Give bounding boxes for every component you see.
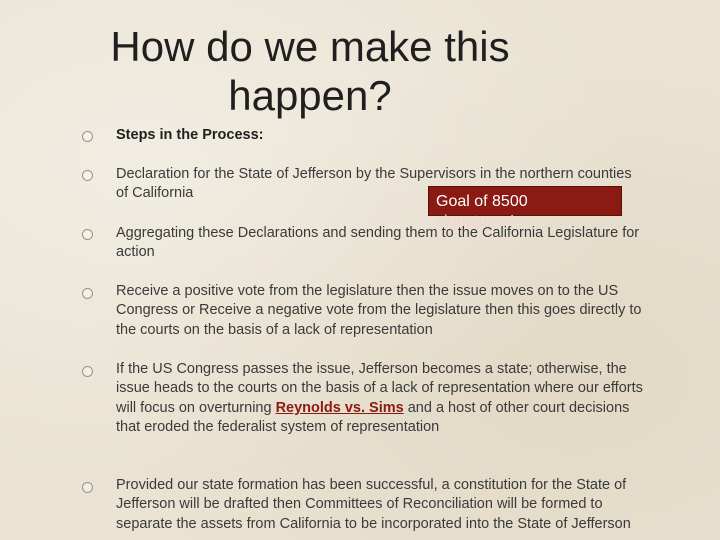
reynolds-vs-sims-link[interactable]: Reynolds vs. Sims: [275, 399, 404, 416]
bullet-icon: [82, 131, 93, 142]
step-declaration: Declaration for the State of Jefferson by the Supervisors in the northern counties of California: [116, 166, 632, 202]
slide-title: How do we make this happen?: [110, 23, 510, 119]
callout-line-1: Goal of 8500: [436, 193, 528, 210]
callout-line-2: signatures!: [436, 213, 515, 230]
step-constitution: Provided our state formation has been successful, a constitution for the State of Jefferson will be drafted then Committees of Reconciliation will be formed to separate the assets from California to be incorporated into the State of Jefferson: [116, 477, 631, 532]
step-aggregating: Aggregating these Declarations and sending them to the California Legislature for action: [116, 225, 640, 261]
bullet-icon: [82, 482, 93, 493]
step-congress-text: If the US Congress passes the issue, Jefferson becomes a state; otherwise, the issue heads to the courts on the basis of a lack of representation where our efforts will focus on overturning: [116, 361, 643, 416]
goal-callout: [428, 186, 622, 230]
bullet-icon: [82, 229, 93, 240]
step-congress: [116, 360, 646, 438]
bullet-icon: [82, 288, 93, 299]
bullet-icon: [82, 366, 93, 377]
bullet-icon: [82, 170, 93, 181]
step-legislature-vote: Receive a positive vote from the legislature then the issue moves on to the US Congress or Receive a negative vote from the legislature then this goes directly to the courts on the basis of a lack of representation: [116, 283, 642, 338]
step-congress-text-end: and a host of other court decisions that eroded the federalist system of representation: [116, 399, 630, 436]
steps-heading: Steps in the Process:: [116, 127, 264, 143]
